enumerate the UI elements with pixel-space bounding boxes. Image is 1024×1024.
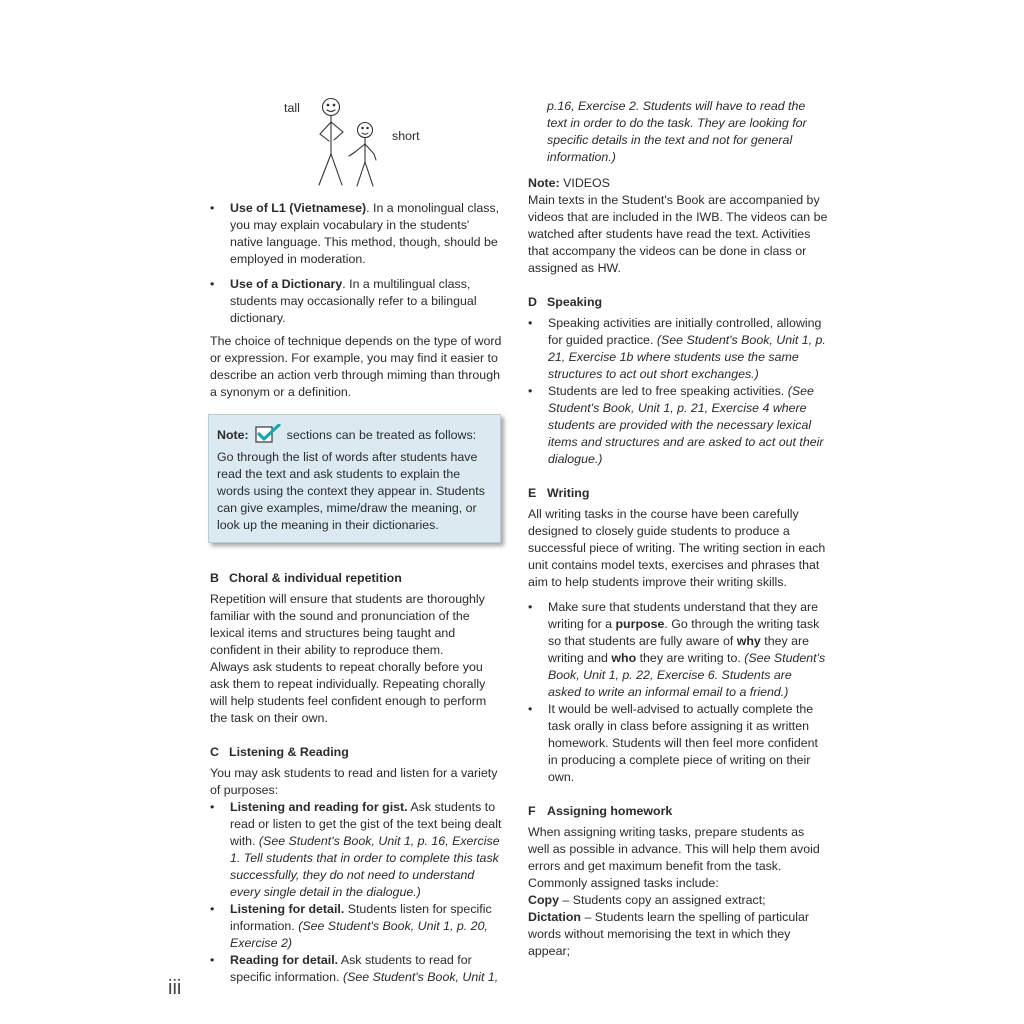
section-f-intro: Commonly assigned tasks include: [528, 876, 719, 890]
note-box: Note: sections can be treated as follows: Go through the list of words after students have read the text and ask students to explain the words using the context they appear in. Students can give examples, mime/draw the meaning, or look up the meaning in their dictionaries. [208, 414, 501, 543]
list-item: • Students are led to free speaking activities. (See Student's Book, Unit 1, p. 21, Exercise 4 where students are provided with the necessary lexical items and structures and are asked to act out their dialogue.) [528, 383, 828, 468]
stick-figure-illustration [270, 94, 430, 190]
stick-figures-icon [270, 94, 430, 190]
section-c-bullets [210, 799, 505, 986]
section-c-heading: C Listening & Reading [210, 745, 349, 759]
section-d-bullets [528, 315, 828, 468]
dictation-task: Dictation – Students learn the spelling of particular words without memorising the text in which they appear; [528, 910, 810, 958]
section-e-bullets [528, 599, 828, 786]
list-item: • Use of a Dictionary. In a multilingual class, students may occasionally refer to a bilingual dictionary. [210, 276, 505, 327]
continued-reference: p.16, Exercise 2. Students will have to read the text in order to do the task. They are looking for specific details in the text and not for general information.) [547, 99, 807, 164]
choice-paragraph: The choice of technique depends on the type of word or expression. For example, you may find it easier to describe an action verb through miming than through a synonym or a definition. [210, 334, 502, 399]
tall-label: tall [284, 101, 300, 115]
section-e-paragraph: All writing tasks in the course have been carefully designed to closely guide students to produce a successful piece of writing. The writing section in each unit contains model texts, exercises and phrases that aim to help students improve their writing skills. [528, 507, 826, 589]
section-c-intro: You may ask students to read and listen for a variety of purposes: [210, 766, 498, 797]
vocabulary-bullets [210, 200, 505, 327]
right-column [528, 98, 828, 960]
left-column [210, 200, 505, 986]
videos-note-heading: Note: VIDEOS [528, 176, 610, 190]
checkmark-box-icon [255, 424, 281, 449]
list-item: • Use of L1 (Vietnamese). In a monolingual class, you may explain vocabulary in the students' native language. This method, though, should be employed in moderation. [210, 200, 505, 268]
section-b-heading: B Choral & individual repetition [210, 571, 402, 585]
section-b-para-1: Repetition will ensure that students are thoroughly familiar with the sound and pronunciation of the lexical items and structures being taught and confident in their ability to reproduce them. [210, 592, 485, 657]
section-f-heading: F Assigning homework [528, 804, 673, 818]
section-b-para-2: Always ask students to repeat chorally before you ask them to repeat individually. Repeating chorally will help students feel confident enough to perform the task on their own. [210, 660, 487, 725]
list-item: • Listening and reading for gist. Ask students to read or listen to get the gist of the text being dealt with. (See Student's Book, Unit 1, p. 16, Exercise 1. Tell students that in order to complete this task successfully, they do not need to understand every single detail in the dialogue.) [210, 799, 505, 901]
section-f-paragraph: When assigning writing tasks, prepare students as well as possible in advance. This will help them avoid errors and get maximum benefit from the task. [528, 825, 820, 873]
page-number: iii [168, 977, 182, 999]
list-item: • Speaking activities are initially controlled, allowing for guided practice. (See Student's Book, Unit 1, p. 21, Exercise 1b where students use the same structures to act out short exchanges.) [528, 315, 828, 383]
list-item: • It would be well-advised to actually complete the task orally in class before assigning it as written homework. Students will then feel more confident in producing a complete piece of writing on their own. [528, 701, 828, 786]
list-item: • Make sure that students understand that they are writing for a purpose. Go through the writing task so that students are fully aware of why they are writing and who they are writing to. (See Student's Book, Unit 1, p. 22, Exercise 6. Students are asked to write an informal email to a friend.) [528, 599, 828, 701]
videos-paragraph: Main texts in the Student's Book are accompanied by videos that are included in the IWB. The videos can be watched after students have read the text. Activities that accompany the videos can be done in class or assigned as HW. [528, 193, 828, 275]
list-item: • Listening for detail. Students listen for specific information. (See Student's Book, Unit 1, p. 20, Exercise 2) [210, 901, 505, 952]
section-d-heading: D Speaking [528, 295, 603, 309]
list-item: • Reading for detail. Ask students to read for specific information. (See Student's Book, Unit 1, [210, 952, 505, 986]
copy-task: Copy – Students copy an assigned extract; [528, 893, 766, 907]
note-label: Note: [217, 428, 249, 442]
section-e-heading: E Writing [528, 486, 590, 500]
short-label: short [392, 129, 420, 143]
note-body: Go through the list of words after students have read the text and ask students to explain the words using the context they appear in. Students can give examples, mime/draw the meaning, or look up the meaning in their dictionaries. [217, 450, 485, 532]
